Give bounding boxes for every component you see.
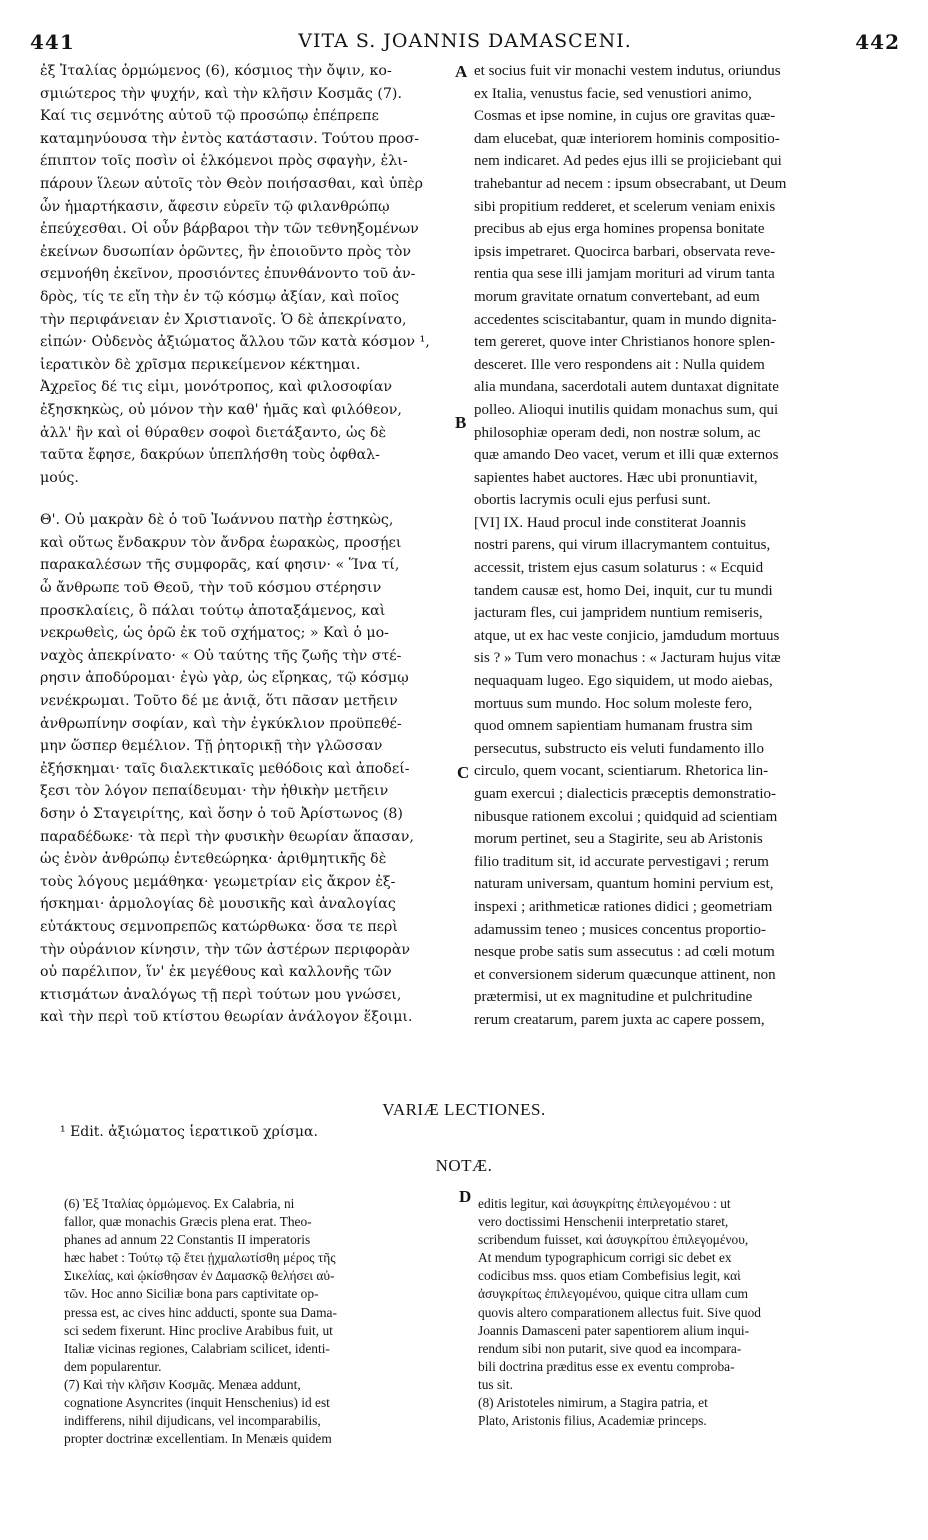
greek-text-line: νεκρωθεὶς, ὡς ὁρῶ ἐκ τοῦ σχήματος; » Καὶ ὁ μο- <box>40 625 389 642</box>
latin-text-line: rentia qua sese illi jamjam morituri ad virum tanta <box>474 266 775 283</box>
greek-column <box>40 60 452 1029</box>
greek-text-line: τοὺς λόγους μεμάθηκα· γεωμετρίαν εἰς ἄκρον ἐξ- <box>40 873 396 890</box>
greek-text-line: ὦ ἄνθρωπε τοῦ Θεοῦ, τὴν τοῦ κόσμου στέρησιν <box>40 580 382 597</box>
section-marker-c: C <box>457 763 470 782</box>
latin-text-line: tem gereret, quove inter Christianos honore splen- <box>474 334 776 351</box>
note-line: codicibus mss. quos etiam Combefisius legit, καὶ <box>478 1268 741 1284</box>
note-line: (7) Καὶ τὴν κλῆσιν Κοσμᾶς. Menæa addunt, <box>64 1376 301 1392</box>
greek-text-line: ρησιν ἀποδύρομαι· ἐγὼ γὰρ, ὡς εἴρηκας, τῷ κόσμῳ <box>40 670 409 687</box>
latin-text-line: nequaquam lugeo. Ego siquidem, ut modo aiebas, <box>474 673 773 690</box>
greek-text-line: κτισμάτων ἀναλόγως τῇ περὶ τούτων μου γνώσει, <box>40 986 402 1003</box>
greek-text-line: μην ὥσπερ θεμέλιον. Τῇ ῥητορικῇ τὴν γλῶσσαν <box>40 738 383 755</box>
greek-text-line: εἰπών· Οὐδενὸς ἀξιώματος ἄλλου τῶν κατὰ κόσμον ¹, <box>40 334 430 351</box>
latin-text-line: adamussim teneo ; musices concentus proportio- <box>474 921 767 938</box>
note-line: propter doctrinæ excellentiam. In Menæis quidem <box>64 1431 332 1447</box>
latin-text-line: alia mundana, sacerdotali autem duntaxat dignitate <box>474 379 779 396</box>
latin-text-line: guam exercui ; dialecticis præceptis demonstratio- <box>474 786 776 802</box>
latin-text-line: et socius fuit vir monachi vestem indutus, oriundus <box>474 63 781 79</box>
greek-text-line: ἀλλ' ἣν καὶ οἱ θύραθεν σοφοὶ διετάξαντο, ὡς δὲ <box>40 424 387 441</box>
note-line: editis legitur, καὶ ἀσυγκρίτης ἐπιλεγομένου : ut <box>478 1196 731 1211</box>
greek-text-line: σεμνοήθη ἐκεῖνον, προσιόντες ἐπυνθάνοντο τοῦ ἀν- <box>40 266 416 283</box>
latin-text-line: rerum creatarum, parem juxta ac capere possem, <box>474 1011 765 1028</box>
latin-text-line: persecutus, substructo eis veluti fundamento illo <box>474 740 764 757</box>
greek-text-line: καὶ τὴν περὶ τοῦ κτίστου θεωρίαν ἀνάλογον ἕξοιμι. <box>40 1009 413 1026</box>
greek-text-line: δρὸς, τίς τε εἴη τὴν ἐν τῷ κόσμῳ ἀξίαν, καὶ ποῖος <box>40 288 400 305</box>
latin-text-line: accedentes sciscitabantur, quam in mundo dignita- <box>474 311 777 328</box>
latin-text-line: jacturam fles, cui jampridem nuntium remiseris, <box>474 605 763 622</box>
greek-text-line: ἐκείνων δυσωπίαν ὁρῶντες, ἣν ἐποιοῦντο πρὸς τὸν <box>40 243 412 260</box>
latin-text-line: accessit, tristem ejus casum solaturus : « Ecquid <box>474 560 764 577</box>
greek-text-line: παραδέδωκε· τὰ περὶ τὴν φυσικὴν θεωρίαν ἅπασαν, <box>40 828 414 845</box>
note-line: quovis altero comparationem allectus fuit. Sive quod <box>478 1304 761 1320</box>
greek-text-line: ήσκημαι· ἁρμολογίας δὲ μουσικῆς καὶ ἀναλογίας <box>40 896 396 913</box>
note-line: ἀσυγκρίτως ἐπιλεγομένου, quique citra ullam cum <box>478 1286 749 1302</box>
note-line: Plato, Aristonis filius, Academiæ princeps. <box>478 1413 707 1429</box>
latin-text-line: quod omnem sapientiam humanam frustra sim <box>474 718 753 735</box>
greek-text-line: έπιπτον τοῖς ποσὶν οἱ ἑλκόμενοι πρὸς σφαγὴν, ἐλι- <box>40 153 408 170</box>
latin-text-line: nesque probe satis sum assecutus : ad cœli motum <box>474 944 775 961</box>
greek-text-line: ναχὸς ἀπεκρίνατο· « Οὐ ταύτης τῆς ζωῆς τὴν στέ- <box>40 647 402 664</box>
note-line: (8) Aristoteles nimirum, a Stagira patria, et <box>478 1395 708 1411</box>
greek-text-line: ἐξήσκημαι· ταῖς διαλεκτικαῖς μεθόδοις καὶ ἀποδεί- <box>40 760 410 777</box>
latin-text-line: morum gravitate ornatum convertebant, ad eum <box>474 288 760 305</box>
latin-text-line: inspexi ; arithmeticæ rationes didici ; geometriam <box>474 898 773 915</box>
latin-text-line: [VI] IX. Haud procul inde constiterat Joannis <box>474 514 747 531</box>
latin-text-line: ex Italia, venustus facie, sed venustiori animo, <box>474 85 752 102</box>
section-marker-b: B <box>455 413 467 432</box>
note-line: Joannis Damasceni pater sapentiorem alium inqui- <box>478 1322 750 1338</box>
section-marker-a: A <box>455 62 468 81</box>
greek-text-line: οὐ παρέλιπον, ἵν' ἐκ μεγέθους καὶ καλλονῆς τῶν <box>40 964 392 981</box>
page-number-left: 441 <box>30 30 75 54</box>
latin-text-line: filio traditum sit, id accurate pervestigavi ; rerum <box>474 853 769 870</box>
note-line: tus sit. <box>478 1376 513 1392</box>
greek-text-line: ἀνθρωπίνην σοφίαν, καὶ τὴν ἐγκύκλιον προϋπεθέ- <box>40 715 402 732</box>
latin-text-line: obortis lacrymis oculi ejus perfusi sunt. <box>474 492 711 509</box>
notae-title: NOTÆ. <box>435 1156 493 1175</box>
latin-column <box>474 60 914 1032</box>
latin-text-line: Cosmas et ipse nomine, in cujus ore gravitas quæ- <box>474 108 776 125</box>
latin-text-line: trahebantur ad necem : ipsum obsecrabant, ut Deum <box>474 175 787 192</box>
greek-text-line: Καί τις σεμνότης αὐτοῦ τῷ προσώπῳ ἐπέπρεπε <box>40 108 379 125</box>
variae-lectiones-note: ¹ Edit. ἀξιώματος ἱερατικοῦ χρίσμα. <box>60 1124 318 1140</box>
latin-text-line: precibus ab ejus erga homines propensa bonitate <box>474 221 765 238</box>
latin-text-line: et conversionem siderum quæcunque attinent, non <box>474 966 776 983</box>
greek-text-line: τὴν οὐράνιον κίνησιν, τὴν τῶν ἀστέρων περιφορὰν <box>40 941 411 958</box>
latin-text-line: nibusque rationem excolui ; quidquid ad scientiam <box>474 808 778 825</box>
page-header <box>30 30 900 60</box>
greek-text-line: ἐπεύχεσθαι. Οἱ οὖν βάρβαροι τὴν τῶν τεθνηξομένων <box>40 221 419 238</box>
latin-text-line: prætermisi, ut ex magnitudine et pulchritudine <box>474 989 753 1006</box>
note-line: cognatione Asyncrites (inquit Henschenius) id est <box>64 1395 330 1411</box>
note-line: vero doctissimi Henschenii interpretatio staret, <box>478 1214 729 1230</box>
latin-text-line: morum pertinet, seu a Stagirite, seu ab Aristonis <box>474 831 763 848</box>
note-line: bili doctrina præditus esse ex eventu comproba- <box>478 1358 735 1374</box>
greek-text-line: νενέκρωμαι. Τοῦτο δέ με ἀνιᾷ, ὅτι πᾶσαν μετῆειν <box>40 693 398 710</box>
latin-text-line: mortuus sum mundo. Hoc solum moleste fero, <box>474 695 753 712</box>
latin-text-line: ipsis impetraret. Quocirca barbari, observata reve- <box>474 243 776 260</box>
notes-right-column <box>478 1195 904 1430</box>
running-title: VITA S. JOANNIS DAMASCENI. <box>298 30 632 52</box>
note-line: fallor, quæ monachis Græcis plena erat. Theo- <box>64 1214 312 1230</box>
latin-text-line: tandem causæ est, homo Dei, inquit, cur tu mundi <box>474 582 773 599</box>
greek-text-line: ξεσι τὸν λόγον πεπαίδευμαι· τὴν ἠθικὴν μετῆειν <box>40 783 389 800</box>
greek-text-line: σμιώτερος τὴν ψυχήν, καὶ τὴν κλῆσιν Κοσμᾶς (7). <box>40 85 402 102</box>
latin-text-line: nostri parens, qui virum illacrymantem contuitus, <box>474 537 771 554</box>
latin-text-line: sibi propitium redderet, et scelerum veniam enixis <box>474 198 776 215</box>
greek-text-line: ταῦτα ἔφησε, δακρύων ὑπεπλήσθη τοὺς ὀφθαλ- <box>40 447 380 464</box>
greek-text-line: εὐτάκτους σεμνοπρεπῶς κατώρθωκα· ὅσα τε περὶ <box>40 918 398 935</box>
section-marker-d: D <box>459 1187 472 1206</box>
greek-text-line: τὴν περιφάνειαν ἐν Χριστιανοῖς. Ὁ δὲ ἀπεκρίνατο, <box>40 311 407 328</box>
greek-text-line: δσην ὁ Σταγειρίτης, καὶ ὅσην ὁ τοῦ Ἀρίστωνος (8) <box>40 806 403 822</box>
greek-text-line <box>40 489 452 509</box>
page-number-right: 442 <box>855 30 900 54</box>
note-line: Σικελίας, καὶ ᾠκίσθησαν ἐν Δαμασκῷ θελήσει αὐ- <box>64 1268 335 1284</box>
greek-text-line: ἱερατικὸν δὲ χρῖσμα περικείμενον κέκτημαι. <box>40 356 361 373</box>
greek-text-line: πάρουν ἵλεων αὐτοῖς τὸν Θεὸν ποιήσασθαι, καὶ ὑπὲρ <box>40 175 423 192</box>
latin-text-line: sis ? » Tum vero monachus : « Jacturam hujus vitæ <box>474 650 781 667</box>
latin-text-line: desceret. Ille vero respondens ait : Nulla quidem <box>474 356 765 373</box>
note-line: sci sedem fixerunt. Hinc proclive Arabibus fuit, ut <box>64 1322 333 1338</box>
latin-text-line: circulo, quem vocant, scientiarum. Rhetorica lin- <box>474 763 769 780</box>
latin-text-line: sapientes habet auctores. Hæc ubi pronuntiavit, <box>474 469 758 486</box>
notes-left-column <box>64 1195 456 1448</box>
greek-text-line: παρακαλέσων τῆς συμφορᾶς, καί φησιν· « Ἵνα τί, <box>40 557 400 574</box>
greek-text-line: μούς. <box>40 469 79 486</box>
greek-text-line: καὶ οὕτως ἔνδακρυν τὸν ἄνδρα ἑωρακὼς, προσῄει <box>40 534 402 551</box>
latin-text-line: dam elucebat, quæ interiorem hominis compositio- <box>474 130 780 147</box>
note-line: dem popularentur. <box>64 1358 162 1374</box>
note-line: At mendum typographicum corrigi sic debet ex <box>478 1250 732 1266</box>
note-line: τῶν. Hoc anno Siciliæ bona pars captivitate op- <box>64 1286 319 1302</box>
greek-text-line: ὡς ἐνὸν ἀνθρώπῳ ἐντεθεώρηκα· ἀριθμητικῆς δὲ <box>40 851 387 868</box>
latin-text-line: philosophiæ operam dedi, non nostræ solum, ac <box>474 424 761 441</box>
latin-text-line: nem indicaret. Ad pedes ejus illi se projiciebant qui <box>474 153 782 170</box>
note-line: (6) Ἐξ Ἰταλίας ὁρμώμενος. Ex Calabria, ni <box>64 1196 295 1211</box>
latin-text-line: naturam universam, quantum homini pervium est, <box>474 876 774 893</box>
note-line: Italiæ vicinas regiones, Calabriam scilicet, identi- <box>64 1340 330 1356</box>
greek-text-line: καταμηνύουσα τὴν ἐντὸς κατάστασιν. Τούτου προσ- <box>40 130 420 147</box>
note-line: indifferens, nihil dijudicans, vel incomparabilis, <box>64 1413 321 1429</box>
greek-text-line: προσκλαίεις, ὃ πάλαι τούτῳ ἀποταξάμενος, καὶ <box>40 602 386 619</box>
greek-text-line: ἐξησκηκὼς, οὐ μόνον τὴν καθ' ἡμᾶς καὶ φιλόθεον, <box>40 401 402 418</box>
latin-text-line: quæ amando Deo vacet, verum et illi quæ externos <box>474 447 779 464</box>
note-line: hæc habet : Τούτῳ τῷ ἔτει ᾐχμαλωτίσθη μέρος τῆς <box>64 1250 336 1266</box>
greek-text-line: Θ'. Οὐ μακρὰν δὲ ὁ τοῦ Ἰωάννου πατὴρ ἑστηκὼς, <box>40 512 394 529</box>
greek-text-line: Ἀχρεῖος δέ τις εἰμι, μονότροπος, καὶ φιλοσοφίαν <box>40 379 393 396</box>
latin-text-line: polleo. Alioqui inutilis quidam monachus sum, qui <box>474 401 779 418</box>
note-line: phanes ad annum 22 Constantis II imperatoris <box>64 1232 311 1248</box>
note-line: rendum sibi non putarit, sive quod ea incompara- <box>478 1340 742 1356</box>
greek-text-line: ἐξ Ἰταλίας ὁρμώμενος (6), κόσμιος τὴν ὄψιν, κο- <box>40 63 392 79</box>
note-line: pressa est, ac cives hinc adducti, sponte sua Dama- <box>64 1304 337 1320</box>
note-line: scribendum fuisset, καὶ ἀσυγκρίτου ἐπιλεγομένου, <box>478 1232 749 1248</box>
variae-lectiones-title: VARIÆ LECTIONES. <box>382 1100 546 1119</box>
latin-text-line: atque, ut ex hac veste conjicio, jamdudum mortuus <box>474 627 780 644</box>
greek-text-line: ὧν ἡμαρτήκασιν, ἄφεσιν εὑρεῖν τῷ φιλανθρώπῳ <box>40 198 390 215</box>
